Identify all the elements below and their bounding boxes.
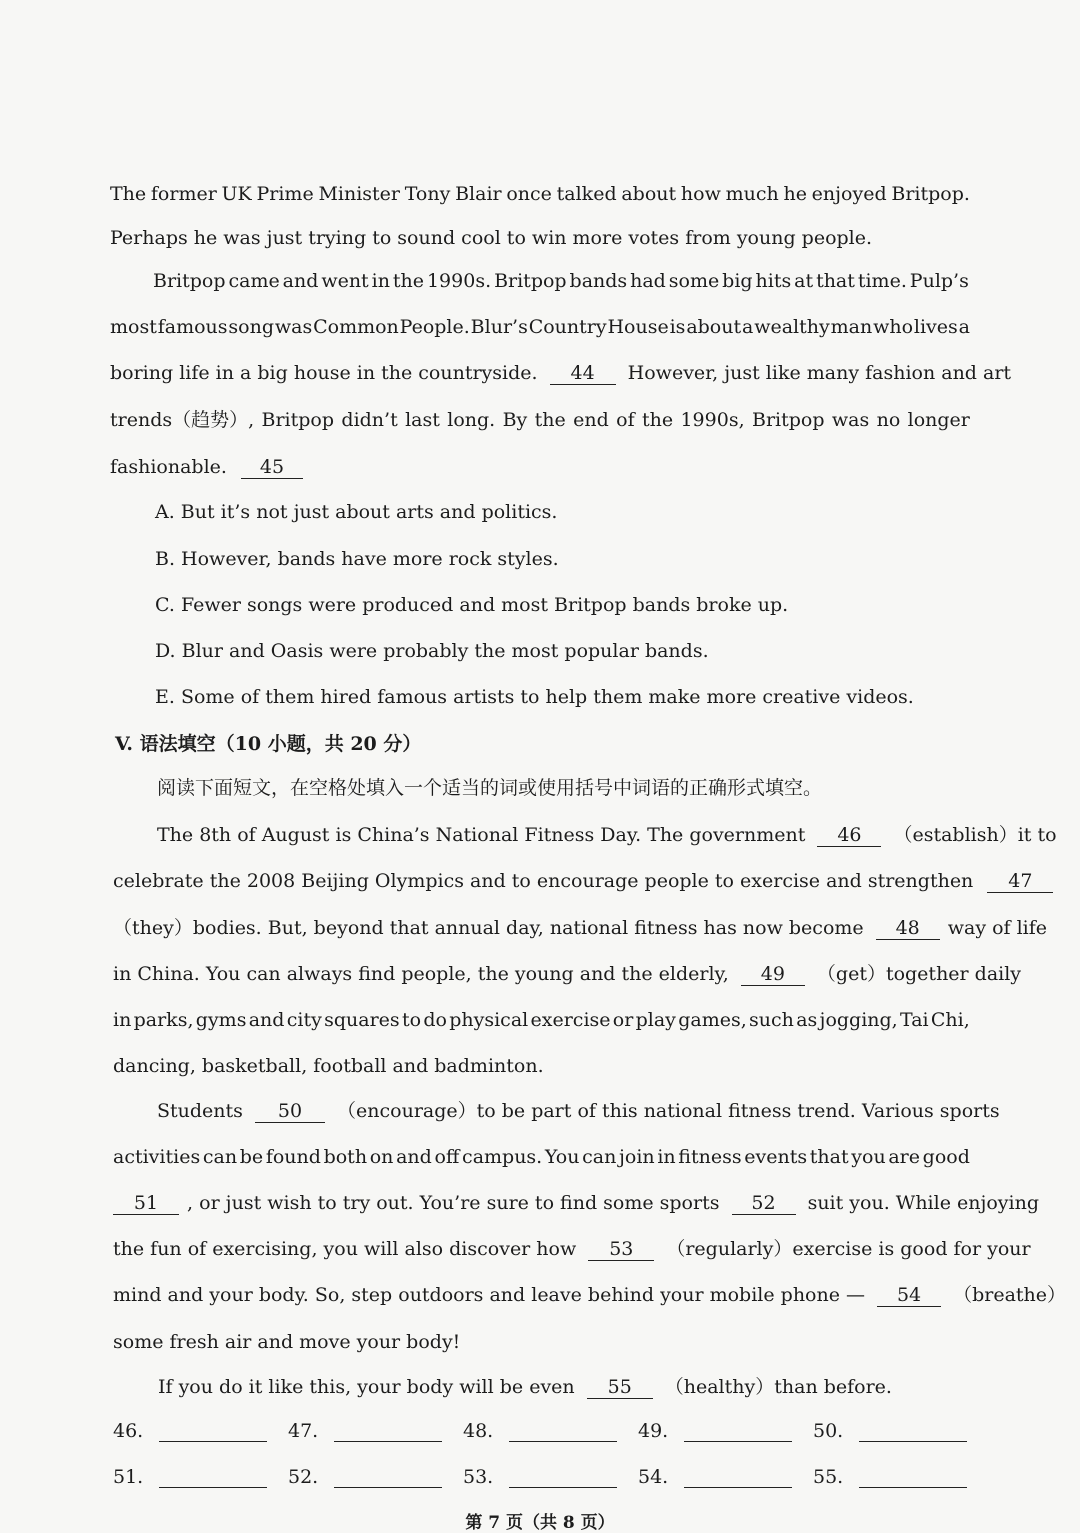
answer-row-2 (113, 1466, 973, 1494)
word: enjoyed (811, 183, 887, 205)
word: once (506, 183, 552, 205)
text-segment: （healthy）than before. (664, 1376, 892, 1398)
passage1-line-7 (110, 455, 970, 479)
word: gyms (195, 1009, 247, 1031)
passage2-line-5 (113, 1008, 970, 1032)
answer-number: 50. (813, 1420, 844, 1442)
answer-number: 47. (288, 1420, 319, 1442)
passage1-line-4 (110, 315, 970, 339)
word: activities (113, 1146, 201, 1168)
word: talked (556, 183, 617, 205)
passage1-line-6 (110, 408, 970, 432)
blank-52: 52 (732, 1192, 796, 1215)
word: Britpop (494, 270, 567, 292)
text-segment: , or just wish to try out. You’re sure to find some sports (187, 1192, 720, 1214)
word: of (616, 409, 635, 431)
answer-53[interactable] (463, 1466, 617, 1488)
word: physical (449, 1009, 529, 1031)
word: time. (857, 270, 907, 292)
page-footer: 第 7 页（共 8 页） (465, 1513, 615, 1533)
answer-line (334, 1423, 442, 1442)
word: or (612, 1009, 634, 1031)
blank-48: 48 (876, 917, 940, 940)
passage1-line-5 (110, 361, 1012, 385)
answer-number: 51. (113, 1466, 144, 1488)
word: play (635, 1009, 676, 1031)
word: most (110, 316, 157, 338)
word: the (641, 409, 674, 431)
word: longer (907, 409, 970, 431)
word: fitness (678, 1146, 742, 1168)
passage2-line-1 (157, 823, 1057, 847)
word: who (873, 316, 914, 338)
answer-line (509, 1469, 617, 1488)
blank-45: 45 (241, 456, 303, 479)
blank-53: 53 (588, 1238, 654, 1261)
word: Pulp’s (909, 270, 969, 292)
answer-line (859, 1469, 967, 1488)
answer-line (159, 1469, 267, 1488)
text-segment: However, just like many fashion and art (627, 362, 1012, 384)
word: Prime (256, 183, 314, 205)
text-segment: boring life in a big house in the countryside. (110, 362, 538, 384)
answer-number: 49. (638, 1420, 669, 1442)
word: the (392, 270, 425, 292)
passage2-line-11 (113, 1283, 1067, 1307)
word: a (958, 316, 970, 338)
word: parks, (133, 1009, 194, 1031)
blank-51: 51 (113, 1192, 179, 1215)
word: Minister (318, 183, 400, 205)
word: Blur’s (470, 316, 528, 338)
word: long. (447, 409, 496, 431)
word: Britpop. (891, 183, 970, 205)
word: Chi, (930, 1009, 970, 1031)
word: can (202, 1146, 238, 1168)
word: 1990s. (426, 270, 492, 292)
answer-line (159, 1423, 267, 1442)
text-segment: If you do it like this, your body will be even (158, 1376, 575, 1398)
word: UK (221, 183, 252, 205)
blank-49: 49 (741, 963, 805, 986)
answer-50[interactable] (813, 1420, 967, 1442)
word: events (744, 1146, 808, 1168)
blank-47: 47 (987, 870, 1053, 893)
answer-line (859, 1423, 967, 1442)
word: is (669, 316, 686, 338)
word: Tony (404, 183, 451, 205)
passage2-line-12: some fresh air and move your body! (113, 1331, 461, 1353)
text-segment: the fun of exercising, you will also discover how (113, 1238, 577, 1260)
word: song (228, 316, 274, 338)
word: games, (678, 1009, 747, 1031)
answer-number: 53. (463, 1466, 494, 1488)
word: you (851, 1146, 886, 1168)
blank-44: 44 (550, 362, 616, 385)
word: and (248, 1009, 285, 1031)
word: do (423, 1009, 447, 1031)
blank-46: 46 (817, 824, 881, 847)
text-segment: （regularly）exercise is good for your (666, 1238, 1031, 1260)
word: big (722, 270, 753, 292)
word: former (150, 183, 217, 205)
word: some (668, 270, 720, 292)
word: jogging, (819, 1009, 898, 1031)
answer-number: 46. (113, 1420, 144, 1442)
passage2-line-8 (113, 1145, 970, 1169)
word: 1990s, (680, 409, 745, 431)
word: hits (755, 270, 792, 292)
word: By (502, 409, 528, 431)
word: the (534, 409, 566, 431)
word: You (544, 1146, 580, 1168)
word: much (725, 183, 779, 205)
word: House (607, 316, 669, 338)
word: Britpop (261, 409, 335, 431)
option-b: B. However, bands have more rock styles. (155, 548, 559, 570)
answer-52[interactable] (288, 1466, 442, 1488)
text-segment: celebrate the 2008 Beijing Olympics and to encourage people to exercise and strengthen (113, 870, 974, 892)
word: famous (157, 316, 228, 338)
answer-48[interactable] (463, 1420, 617, 1442)
text-segment: （breathe） (953, 1284, 1067, 1306)
word: be (239, 1146, 264, 1168)
word: went (321, 270, 369, 292)
text-segment: mind and your body. So, step outdoors and leave behind your mobile phone — (113, 1284, 866, 1306)
text-segment: suit you. While enjoying (807, 1192, 1040, 1214)
word: Common (313, 316, 399, 338)
answer-55[interactable] (813, 1466, 967, 1488)
blank-54: 54 (877, 1284, 941, 1307)
word: Britpop (153, 270, 226, 292)
word: last (405, 409, 440, 431)
passage2-line-10 (113, 1237, 1031, 1261)
word: as (796, 1009, 818, 1031)
option-c: C. Fewer songs were produced and most Britpop bands broke up. (155, 594, 789, 616)
passage1-line-3 (153, 269, 969, 293)
word: wealthy (754, 316, 830, 338)
text-segment: （get）together daily (816, 963, 1022, 985)
word: squares (324, 1009, 400, 1031)
text-segment: The 8th of August is China’s National Fitness Day. The government (157, 824, 806, 846)
option-e: E. Some of them hired famous artists to help them make more creative videos. (155, 686, 914, 708)
word: in (657, 1146, 676, 1168)
answer-line (509, 1423, 617, 1442)
passage2-line-2 (113, 869, 1033, 893)
text-segment: in China. You can always find people, the young and the elderly, (113, 963, 729, 985)
word: in (113, 1009, 132, 1031)
word: Country (528, 316, 607, 338)
word: Blair (455, 183, 502, 205)
word: about (621, 183, 677, 205)
passage1-line-2: Perhaps he was just trying to sound cool to win more votes from young people. (110, 227, 873, 249)
word: good (922, 1146, 970, 1168)
passage2-line-6: dancing, basketball, football and badminton. (113, 1055, 544, 1077)
word: at (794, 270, 814, 292)
passage2-line-9 (113, 1191, 1040, 1215)
word: man (830, 316, 873, 338)
passage2-line-13 (158, 1375, 970, 1399)
word: both (323, 1146, 368, 1168)
word: in (371, 270, 390, 292)
answer-54[interactable] (638, 1466, 792, 1488)
option-a: A. But it’s not just about arts and politics. (155, 501, 558, 523)
passage1-line-1 (110, 182, 970, 206)
word: bands (569, 270, 628, 292)
word: came (228, 270, 280, 292)
text-segment: （establish）it to (893, 824, 1057, 846)
passage2-line-4 (113, 962, 1022, 986)
word: are (888, 1146, 920, 1168)
answer-46[interactable] (113, 1420, 267, 1442)
word: trends（趋势）, (110, 409, 255, 431)
word: and (282, 270, 319, 292)
text-segment: way of life (947, 917, 1048, 939)
answer-row-1 (113, 1420, 973, 1448)
answer-line (684, 1469, 792, 1488)
word: lives (913, 316, 958, 338)
word: Britpop (751, 409, 825, 431)
answer-line (334, 1469, 442, 1488)
answer-number: 52. (288, 1466, 319, 1488)
answer-number: 55. (813, 1466, 844, 1488)
text-segment: fashionable. (110, 456, 227, 478)
word: and (396, 1146, 432, 1168)
word: to (401, 1009, 422, 1031)
word: such (749, 1009, 794, 1031)
blank-55: 55 (587, 1376, 653, 1399)
word: Tai (900, 1009, 929, 1031)
word: campus. (462, 1146, 543, 1168)
passage2-line-7 (157, 1099, 1000, 1123)
word: found (265, 1146, 321, 1168)
answer-51[interactable] (113, 1466, 267, 1488)
word: he (783, 183, 807, 205)
word: was (274, 316, 313, 338)
word: didn’t (341, 409, 398, 431)
word: end (573, 409, 609, 431)
word: was (831, 409, 870, 431)
word: about (686, 316, 742, 338)
blank-50: 50 (255, 1100, 325, 1123)
answer-number: 48. (463, 1420, 494, 1442)
word: exercise (530, 1009, 611, 1031)
answer-49[interactable] (638, 1420, 792, 1442)
option-d: D. Blur and Oasis were probably the most popular bands. (155, 640, 709, 662)
section-instruction: 阅读下面短文，在空格处填入一个适当的词或使用括号中词语的正确形式填空。 (157, 777, 823, 799)
word: that (809, 1146, 849, 1168)
answer-47[interactable] (288, 1420, 442, 1442)
text-segment: （encourage）to be part of this national fitness trend. Various sports (337, 1100, 1000, 1122)
text-segment: Students (157, 1100, 243, 1122)
word: how (680, 183, 721, 205)
text-segment: （they）bodies. But, beyond that annual day, national fitness has now become (113, 917, 864, 939)
answer-line (684, 1423, 792, 1442)
word: that (816, 270, 855, 292)
word: had (630, 270, 666, 292)
word: can (582, 1146, 617, 1168)
word: a (742, 316, 754, 338)
word: The (110, 183, 147, 205)
word: no (876, 409, 901, 431)
answer-number: 54. (638, 1466, 669, 1488)
word: on (369, 1146, 394, 1168)
section-heading: V. 语法填空（10 小题，共 20 分） (115, 733, 422, 755)
word: People. (399, 316, 470, 338)
word: off (434, 1146, 460, 1168)
passage2-line-3 (113, 916, 1048, 940)
word: city (286, 1009, 322, 1031)
word: join (619, 1146, 655, 1168)
